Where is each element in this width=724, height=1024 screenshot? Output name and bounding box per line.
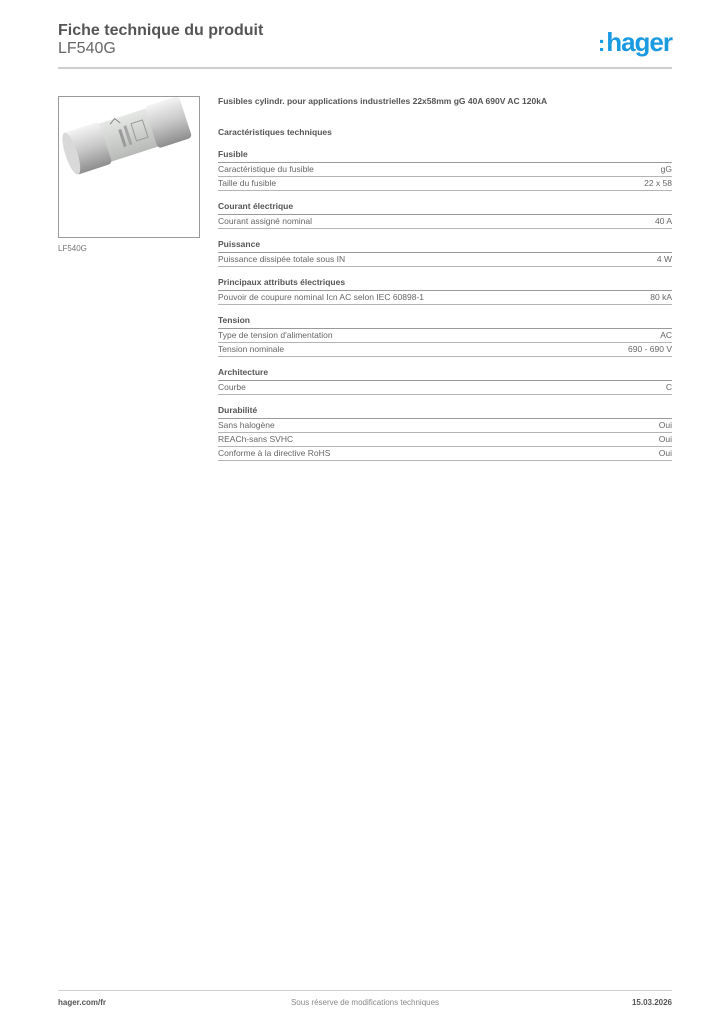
spec-row: Type de tension d'alimentation AC	[218, 329, 672, 343]
spec-row: Tension nominale 690 - 690 V	[218, 343, 672, 357]
group-title: Principaux attributs électriques	[218, 277, 672, 291]
spec-row: Pouvoir de coupure nominal Icn AC selon IEC 60898-1 80 kA	[218, 291, 672, 305]
product-reference: LF540G	[58, 40, 116, 57]
spec-content	[218, 96, 672, 471]
spec-row: Courant assigné nominal 40 A	[218, 215, 672, 229]
spec-row: REACh-sans SVHC Oui	[218, 433, 672, 447]
product-description: Fusibles cylindr. pour applications industrielles 22x58mm gG 40A 690V AC 120kA	[218, 96, 548, 106]
hager-logo: :hager	[597, 27, 672, 57]
spec-row: Courbe C	[218, 381, 672, 395]
spec-group-courant	[218, 201, 672, 229]
image-caption: LF540G	[58, 244, 87, 253]
page-title: Fiche technique du produit	[58, 22, 264, 39]
page-header	[58, 22, 672, 58]
spec-row: Conforme à la directive RoHS Oui	[218, 447, 672, 461]
spec-row: Taille du fusible 22 x 58	[218, 177, 672, 191]
logo-colon-icon: :	[597, 31, 606, 56]
fuse-image-icon	[59, 97, 199, 237]
group-title: Puissance	[218, 239, 672, 253]
footer-notice: Sous réserve de modifications techniques	[290, 998, 440, 1007]
spec-group-attributs	[218, 277, 672, 305]
footer-website-link[interactable]: hager.com/fr	[58, 998, 107, 1007]
spec-row: Sans halogène Oui	[218, 419, 672, 433]
spec-group-architecture	[218, 367, 672, 395]
spec-row: Caractéristique du fusible gG	[218, 163, 672, 177]
group-title: Courant électrique	[218, 201, 672, 215]
header-divider	[58, 67, 672, 69]
spec-row: Puissance dissipée totale sous IN 4 W	[218, 253, 672, 267]
spec-group-puissance	[218, 239, 672, 267]
group-title: Durabilité	[218, 405, 672, 419]
group-title: Fusible	[218, 149, 672, 163]
footer-date: 15.03.2026	[631, 998, 672, 1007]
specs-heading: Caractéristiques techniques	[218, 127, 332, 137]
spec-group-durabilite	[218, 405, 672, 461]
spec-group-fusible	[218, 149, 672, 191]
group-title: Tension	[218, 315, 672, 329]
product-image	[58, 96, 200, 238]
spec-group-tension	[218, 315, 672, 357]
group-title: Architecture	[218, 367, 672, 381]
footer-divider	[58, 990, 672, 991]
